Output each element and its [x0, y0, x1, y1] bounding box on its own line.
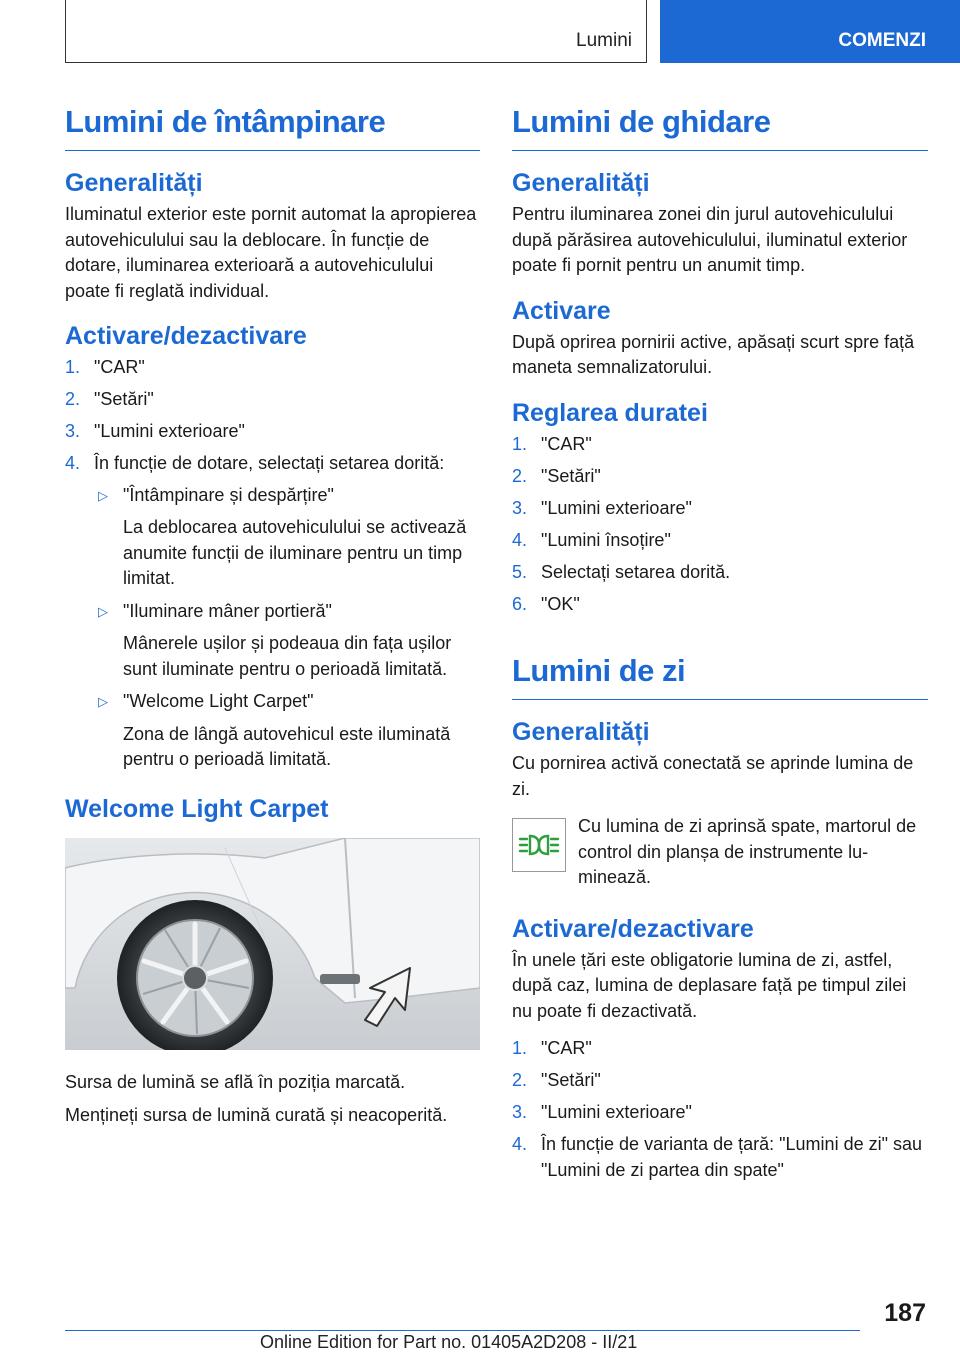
list-item [512, 592, 928, 618]
step-text: "CAR" [94, 357, 145, 377]
step-text: "Lumini însoțire" [541, 529, 671, 550]
indicator-text: Cu lumina de zi aprinsă spate, martorul de control din planșa de instrumente luminează. [578, 816, 917, 887]
option-description: Mânerele ușilor și podeaua din fața ușilor sunt iluminate pentru o perioadă limitată. [123, 633, 452, 679]
option-item [94, 599, 480, 683]
step-text: "CAR" [541, 433, 592, 454]
triangle-bullet-icon: ▷ [98, 487, 108, 503]
step-text: "CAR" [541, 1038, 592, 1058]
list-item [512, 1132, 928, 1183]
day-steps [512, 1036, 928, 1183]
step-text: Selectați setarea dorită. [541, 561, 731, 582]
daytime-lights-title: Lumini de zi [512, 649, 928, 700]
footer-divider [65, 1330, 860, 1331]
option-label: "Welcome Light Carpet" [123, 691, 314, 711]
footer-edition [260, 1332, 637, 1353]
option-description: La deblocarea autovehiculului se activează anumite funcții de iluminare pentru un timp limitat. [123, 517, 467, 588]
triangle-bullet-icon: ▷ [98, 603, 108, 619]
carpet-position-text: Sursa de lumină se află în poziția marcată. [65, 1071, 406, 1092]
option-description: Zona de lângă autovehicul este iluminată pentru o perioadă limitată. [123, 723, 451, 769]
general-heading: Generalități [512, 169, 650, 197]
step-number: 5. [512, 561, 528, 582]
guide-lights-title: Lumini de ghidare [512, 100, 928, 151]
header-chapter-tab: COMENZI [660, 0, 960, 63]
option-label: "Iluminare mâner portieră" [123, 600, 332, 621]
step-text: În funcție de dotare, selectați setarea dorită: [94, 453, 445, 473]
welcome-lights-title: Lumini de întâmpinare [65, 100, 480, 151]
car-wheel-illustration [65, 838, 480, 1050]
step-number: 4. [65, 453, 81, 473]
step-text: "Setări" [94, 389, 154, 409]
general-text: Iluminatul exterior este pornit automat la apropierea autovehiculului sau la deblocare. În funcție de dotare, iluminarea exterioară a autovehiculului poate fi reglată individual. [65, 204, 477, 301]
activation-text: După oprirea pornirii active, apăsați scurt spre față maneta semnalizatorului. [512, 331, 915, 377]
header-section-title: Lumini [576, 30, 632, 51]
left-column [65, 100, 480, 1137]
list-item [512, 1068, 928, 1094]
list-item [512, 464, 928, 490]
option-item [94, 483, 480, 592]
step-number: 3. [65, 421, 81, 441]
step-number: 3. [512, 497, 528, 518]
list-item [65, 419, 480, 445]
day-general-heading: Generalități [512, 718, 650, 746]
step-number: 6. [512, 593, 528, 614]
step-text: În funcție de varianta de țară: "Lumini de zi" sau "Lumini de zi partea din spate" [541, 1134, 922, 1180]
step-text: "Lumini exterioare" [541, 497, 692, 518]
activation-heading: Activare/dezactivare [65, 322, 307, 350]
step-number: 2. [512, 465, 528, 486]
option-label: "Întâmpinare și despărțire" [123, 484, 334, 505]
step-text: "Setări" [541, 465, 601, 486]
list-item [512, 560, 928, 586]
list-item [512, 528, 928, 554]
day-activation-heading: Activare/dezactivare [512, 914, 754, 943]
activation-steps [65, 355, 480, 773]
step-number: 1. [512, 1038, 528, 1058]
options-list [94, 483, 480, 773]
step-number: 3. [512, 1102, 528, 1122]
day-activation-text: În unele țări este obligatorie lumina de zi, astfel, după caz, lumina de deplasare față pe timpul zilei nu poate fi dezactivată. [512, 949, 907, 1021]
triangle-bullet-icon: ▷ [98, 694, 108, 709]
list-item [512, 432, 928, 458]
day-general-text: Cu pornirea activă conectată se aprinde lumina de zi. [512, 753, 914, 799]
page-number: 187 [884, 1299, 926, 1327]
option-item [94, 689, 480, 773]
list-item [65, 387, 480, 413]
step-number: 2. [512, 1070, 528, 1090]
step-number: 1. [65, 357, 81, 377]
activation-heading: Activare [512, 296, 611, 325]
step-number: 1. [512, 433, 528, 454]
step-text: "Lumini exterioare" [541, 1102, 692, 1122]
step-text: "Setări" [541, 1070, 601, 1090]
step-text: "Lumini exterioare" [94, 421, 245, 441]
step-number: 4. [512, 529, 528, 550]
step-number: 4. [512, 1134, 528, 1154]
duration-heading: Reglarea duratei [512, 398, 708, 427]
right-column [512, 100, 928, 1190]
carpet-clean-text: Mențineți sursa de lumină curată și neacoperită. [65, 1105, 448, 1125]
list-item [512, 1036, 928, 1062]
general-heading: Generalități [65, 169, 203, 197]
step-number: 2. [65, 389, 81, 409]
list-item [65, 355, 480, 381]
list-item [512, 1100, 928, 1126]
edition-text: Online Edition for Part no. 01405A2D208 - II/21 [260, 1332, 638, 1352]
general-text: Pentru iluminarea zonei din jurul autovehiculului după părăsirea autovehiculului, iluminatul exterior poate fi pornit pentru un anumit timp. [512, 204, 908, 275]
indicator-note [512, 814, 928, 891]
duration-steps [512, 432, 928, 618]
daytime-light-indicator-icon [512, 818, 566, 872]
step-text: "OK" [541, 593, 580, 614]
list-item [512, 496, 928, 522]
header-section-box [65, 0, 647, 63]
carpet-heading: Welcome Light Carpet [65, 794, 329, 823]
list-item [65, 451, 480, 773]
